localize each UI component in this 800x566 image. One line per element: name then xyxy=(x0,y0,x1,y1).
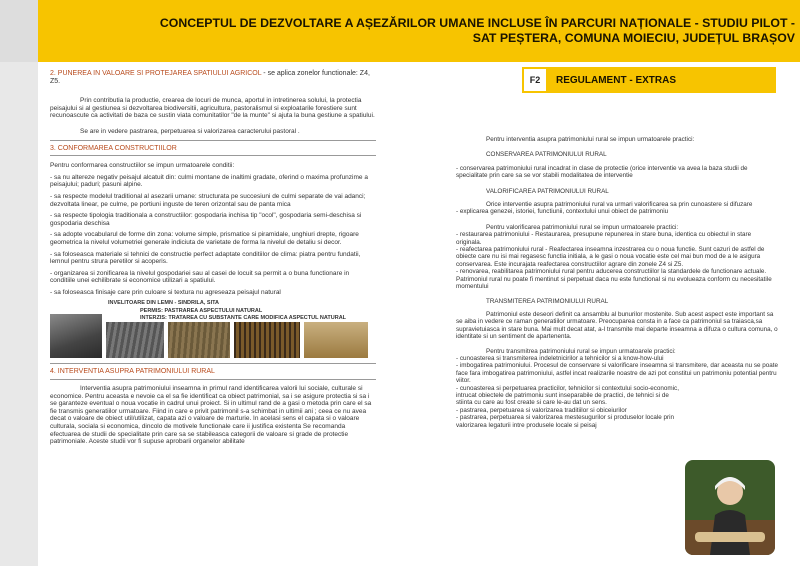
title-line-1: CONCEPTUL DE DEZVOLTARE A AȘEZĂRILOR UMANE INCLUSE ÎN PARCURI NAȚIONALE - STUDIU PILOT - xyxy=(159,16,795,30)
page-title xyxy=(40,16,795,46)
section-3-bullet-3: - sa respecte tipologia traditionala a constructiilor: gospodaria inchisa tip "ocol", gospodaria semi-deschisa si gospodaria deschisa xyxy=(50,212,362,227)
section-2-heading xyxy=(50,70,376,85)
section-3-heading: 3. CONFORMAREA CONSTRUCTIILOR xyxy=(50,144,177,152)
valorization-text-1: Orice interventie asupra patrimoniului rural va urmari valorificarea sa prin cunoastere si difuzare xyxy=(486,201,753,209)
regulation-title: REGULAMENT - EXTRAS xyxy=(556,75,676,86)
valorization-text-6: - renovarea, reabilitarea patrimoniului rural pentru aducerea constructiilor la standardele de functionare actuale. Patrimoniul rural nu poate fi mentinut si perpetuat daca nu este functional si nu evolueaza conform cu necesitatile momentului xyxy=(456,268,772,291)
transmission-text-4: - imbogatirea patrimoniului. Procesul de conservare si valorificare inseamna si transmitere, dar aceasta nu se poate face fara imbogatirea patrimoniului, astfel incat realizarile noastre de azi pot constitui un patrimoniu potential pentru viitor. xyxy=(456,362,778,385)
left-column xyxy=(50,66,376,450)
figure-permitted: PERMIS: PASTRAREA ASPECTULUI NATURAL xyxy=(140,308,263,315)
sheet-code-badge: F2 xyxy=(524,69,546,91)
section-2-paragraph-1: Prin contributia la productie, crearea de locuri de munca, aportul in intretinerea solului, la protectia peisajului si al gestiunea si dezvoltarea biodiversitii, agricultura, pastoralismul si exploatarile forestiere sunt recunoascute ca activitati de baza ce sustin viata comunitatilor "de la munte" si ajuta la buna gestiune a spatiului. xyxy=(50,97,375,120)
section-3-bullet-2: - sa respecte modelul traditional al asezarii umane: structurata pe succesiuni de culmi separate de vai adanci; dezvoltata linear, pe culme, pe portiuni inguste de teren orizontal sau de panta mica xyxy=(50,192,366,208)
title-line-2: SAT PEȘTERA, COMUNA MOIECIU, JUDEȚUL BRAȘOV xyxy=(472,31,795,45)
section-2-title: 2. PUNEREA IN VALOARE SI PROTEJAREA SPATIULUI AGRICOL xyxy=(50,70,262,77)
roof-photo-1 xyxy=(50,314,102,358)
villager-photo xyxy=(685,460,775,555)
transmission-text-2: Pentru transmitrea patrimoniului rural se impun urmatoarele practici: xyxy=(486,347,676,355)
roof-photo-4 xyxy=(234,322,300,358)
roof-photo-3 xyxy=(168,322,230,358)
divider xyxy=(50,363,376,364)
roof-photo-2 xyxy=(106,322,164,358)
header-left-strip xyxy=(0,0,38,62)
section-3-bullet-7: - sa foloseasca finisaje care prin culoare si textura nu agreseaza peisajul natural xyxy=(50,288,281,296)
section-4-paragraph: Interventia asupra patrimoniului inseamna in primul rand identificarea valorii lui sociale, culturale si economice. Pentru aceasta e nevoie ca el sa fie identificat ca obiect patrimonial, sa i se asigure protectia si sa i se garanteze eventual o noua vocatie in cadrul unui proiect. Si in ultimul rand de a gasi o metoda prin care el sa fie transmis generatiilor urmatoare. Fiind in care e privit patrimonil s-a schimbat in ultimii ani ; ceea ce nu avea decat o valoare de obiect util/utilizat, capata azi o valoare de marturie. In acelasi sens el capata si o valoare culturala, sociala si economica, dincolo de motivele functionale care ii justifica existenta Se recomanda efectuarea de studii de specialitate prin care sa se stabileasca categorii de valoare si grade de protectie patrimoniale. Aceste studii vor fi supuse aprobarii organelor abilitate xyxy=(50,385,372,446)
section-3-bullet-5: - sa foloseasca materiale si tehnici de constructie perfect adaptate conditiilor de clima: piatra pentru fundatii, lemnul pentru strura peretilor si acoperis. xyxy=(50,250,361,266)
valorization-text-2: - explicarea genezei, istoriei, functiunii, contextului unui obiect de patrimoniu xyxy=(456,208,669,216)
figure-forbidden: INTERZIS: TRATAREA CU SUBSTANTE CARE MODIFICA ASPECTUL NATURAL xyxy=(140,314,347,321)
transmission-text-1: Patrimoniul este deseori definit ca ansamblu al bunurilor mostenite. Sub acest aspect este important sa se aiba in vedere ce raman generatiilor urmatoare. Preocuparea consta in a face ca patrimoniul sa traiasca,sa supravietuiasca in stare buna. Mai mult decat atat, a-l transmite mai departe inseamna a difuza o cultura comuna, o identitate si un sentiment de apartenenta. xyxy=(456,310,778,341)
figure-caption: INVELITOARE DIN LEMN - SINDRILA, SITA xyxy=(108,300,220,307)
valorization-text-3: Pentru valorificarea patrimoniului rural se impun urmatoarele practici: xyxy=(486,223,679,231)
valorization-heading: VALORIFICAREA PATRIMONIULUI RURAL xyxy=(486,187,609,195)
transmission-text-3: - cunoasterea si transmiterea indeletnicirilor a tehnicilor si a know-how-ului xyxy=(456,354,664,362)
villager-photo-image xyxy=(685,460,775,555)
left-margin-bar xyxy=(0,62,38,566)
section-3-intro: Pentru conformarea constructiilor se impun urmatoarele conditii: xyxy=(50,162,235,170)
section-3-bullet-4: - sa adopte vocabularul de forme din zona: volume simple, prismatice si piramidale, unghiuri drepte, rigoare geometrica la nivelul volumetriei generale indiciuta de varietate de forma la nivelul de detaliu si decor. xyxy=(50,231,359,246)
section-2-scope: - se aplica zonelor functionale: Z4, Z5. xyxy=(50,70,370,85)
figure-legend xyxy=(140,308,346,320)
valorization-text-4: - restaurarea patrimoniului - Restaurarea, presupune repunerea in stare buna, identica cu obiectul in stare originala. xyxy=(456,231,752,246)
roof-shingle-figure xyxy=(50,300,376,360)
section-3-bullet-6: - organizarea si zonificarea la nivelul gospodariei sau al casei de locuit sa permit a o buna functionare in conditiile unei echilibrate si economice utilizari a spatiului. xyxy=(50,269,350,285)
conservation-heading: CONSERVAREA PATRIMONIULUI RURAL xyxy=(486,151,607,159)
right-intro: Pentru interventia asupra patrimoniului rural se impun urmatoarele practici: xyxy=(486,136,695,143)
section-4-heading: 4. INTERVENTIA ASUPRA PATRIMONIULUI RURAL xyxy=(50,368,215,376)
conservation-text: - conservarea patrimoniului rural incadrat in clase de protectie (orice interventie va avea la baza studii de specialitate prin care sa se vor stabili modalitatea de interventie xyxy=(456,164,748,180)
valorization-text-5: - reafectarea patrimoniului rural - Reafectarea inseamna inzestrarea cu o noua functie. Sunt cazuri de astfel de obiecte care nu isi mai regasesc functia initiala, a le gasi o noua vocatie este cel mai bun mod de a le asigura conservarea. Este incurajata reafectarea constructiilor agrare din zonele Z4 si Z5. xyxy=(456,246,765,268)
divider xyxy=(50,155,376,156)
section-3-bullet-1: - sa nu altereze negativ peisajul alcatuit din: culmi montane de inaltimi gradate, oferind o maxima profunzime a peisajului; paduri; pasuni alpine. xyxy=(50,173,368,189)
right-column xyxy=(456,136,778,429)
transmission-text-7: - pastrarea, perpetuarea si valorizarea mestesugurilor si produselor locale prin valorizarea legaturii intre produsele locale si peisaj xyxy=(456,414,675,429)
transmission-heading: TRANSMITEREA PATRIMONIULUI RURAL xyxy=(486,297,609,305)
divider xyxy=(50,379,376,380)
section-2-paragraph-2: Se are in vedere pastrarea, perpetuarea si valorizarea caracterului pastoral . xyxy=(80,127,300,135)
transmission-text-6: - pastrarea, perpetuarea si valorizarea traditiilor si obiceiurilor xyxy=(456,406,627,414)
divider xyxy=(50,140,376,141)
roof-photo-5 xyxy=(304,322,368,358)
transmission-text-5: - cunoasterea si perpetuarea practicilor, tehnicilor si contextului socio-economic, intrucat obiectele de patrimoniu sunt inseparabile de practici, de tehnici si de stiinta cu care au fost create si care le-au dat un sens. xyxy=(456,384,679,407)
